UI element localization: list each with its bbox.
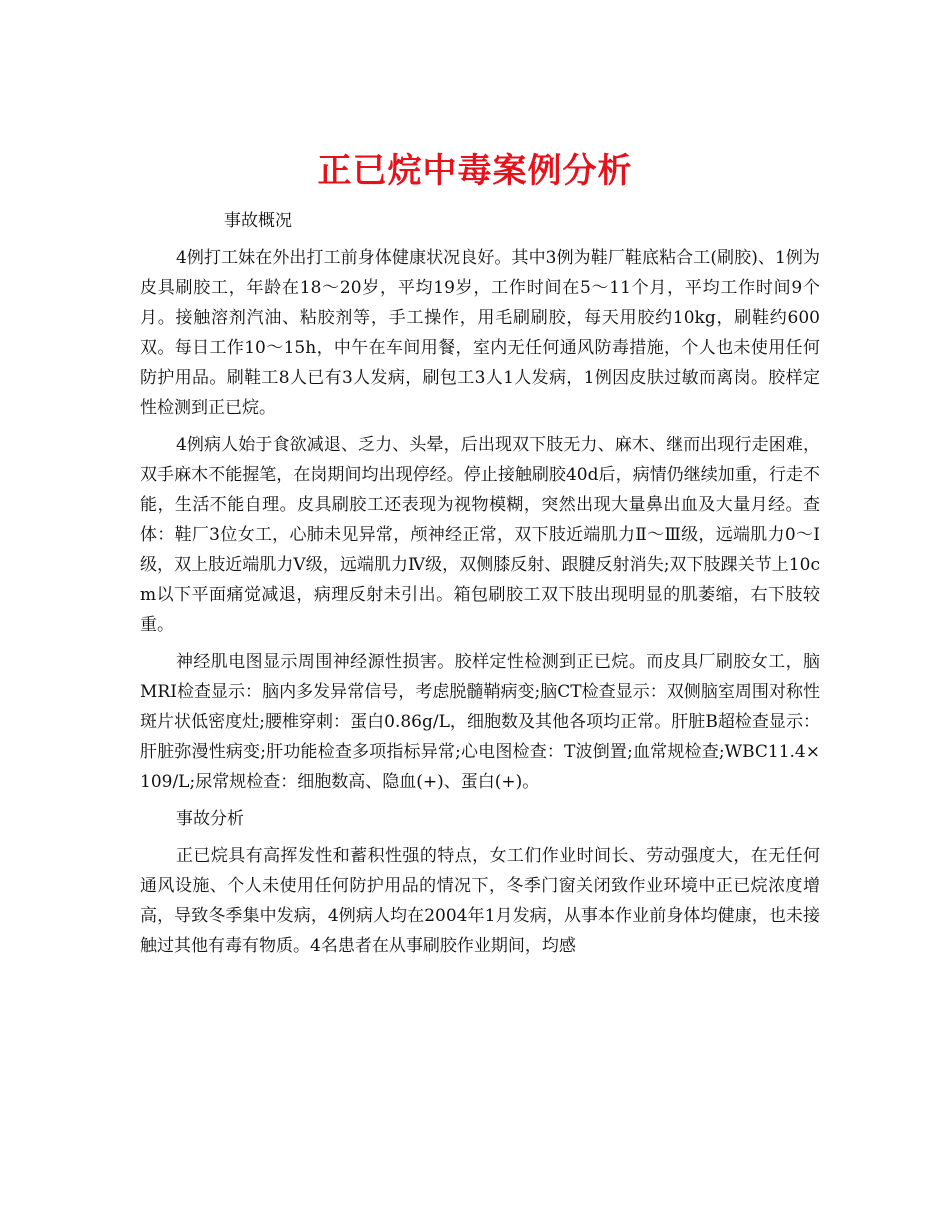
paragraph-overview-3: 神经肌电图显示周围神经源性损害。胶样定性检测到正已烷。而皮具厂刷胶女工，脑MRI检查显示：脑内多发异常信号，考虑脱髓鞘病变;脑CT检查显示：双侧脑室周围对称性斑片状低密度灶;腰椎穿刺：蛋白0.86g/L，细胞数及其他各项均正常。肝脏B超检查显示：肝脏弥漫性病变;肝功能检查多项指标异常;心电图检查：T波倒置;血常规检查;WBC11.4×109/L;尿常规检查：细胞数高、隐血(+)、蛋白(+)。 bbox=[140, 652, 820, 792]
paragraph-overview-1: 4例打工妹在外出打工前身体健康状况良好。其中3例为鞋厂鞋底粘合工(刷胶)、1例为皮具刷胶工，年龄在18～20岁，平均19岁，工作时间在5～11个月，平均工作时间9个月。接触溶剂汽油、粘胶剂等，手工操作，用毛刷刷胶，每天用胶约10kg，刷鞋约600双。每日工作10～15h，中午在车间用餐，室内无任何通风防毒措施，个人也未使用任何防护用品。刷鞋工8人已有3人发病，刷包工3人1人发病，1例因皮肤过敏而离岗。胶样定性检测到正已烷。 bbox=[140, 248, 820, 418]
section-heading-analysis: 事故分析 bbox=[176, 809, 244, 829]
paragraph-analysis-1: 正已烷具有高挥发性和蓄积性强的特点，女工们作业时间长、劳动强度大，在无任何通风设施、个人未使用任何防护用品的情况下，冬季门窗关闭致作业环境中正已烷浓度增高，导致冬季集中发病，4例病人均在2004年1月发病，从事本作业前身体均健康，也未接触过其他有毒有物质。4名患者在从事刷胶作业期间，均感 bbox=[140, 846, 820, 956]
paragraph-overview-2: 4例病人始于食欲减退、乏力、头晕，后出现双下肢无力、麻木、继而出现行走困难，双手麻木不能握笔，在岗期间均出现停经。停止接触刷胶40d后，病情仍继续加重，行走不能，生活不能自理。皮具刷胶工还表现为视物模糊，突然出现大量鼻出血及大量月经。查体：鞋厂3位女工，心肺未见异常，颅神经正常，双下肢近端肌力Ⅱ～Ⅲ级，远端肌力0～Ⅰ级，双上肢近端肌力Ⅴ级，远端肌力Ⅳ级，双侧膝反射、跟腱反射消失;双下肢踝关节上10cm以下平面痛觉减退，病理反射未引出。箱包刷胶工双下肢出现明显的肌萎缩，右下肢较重。 bbox=[140, 435, 820, 635]
section-heading-overview: 事故概况 bbox=[224, 211, 292, 231]
document-body bbox=[140, 206, 820, 968]
document-title: 正已烷中毒案例分析 bbox=[317, 150, 633, 191]
